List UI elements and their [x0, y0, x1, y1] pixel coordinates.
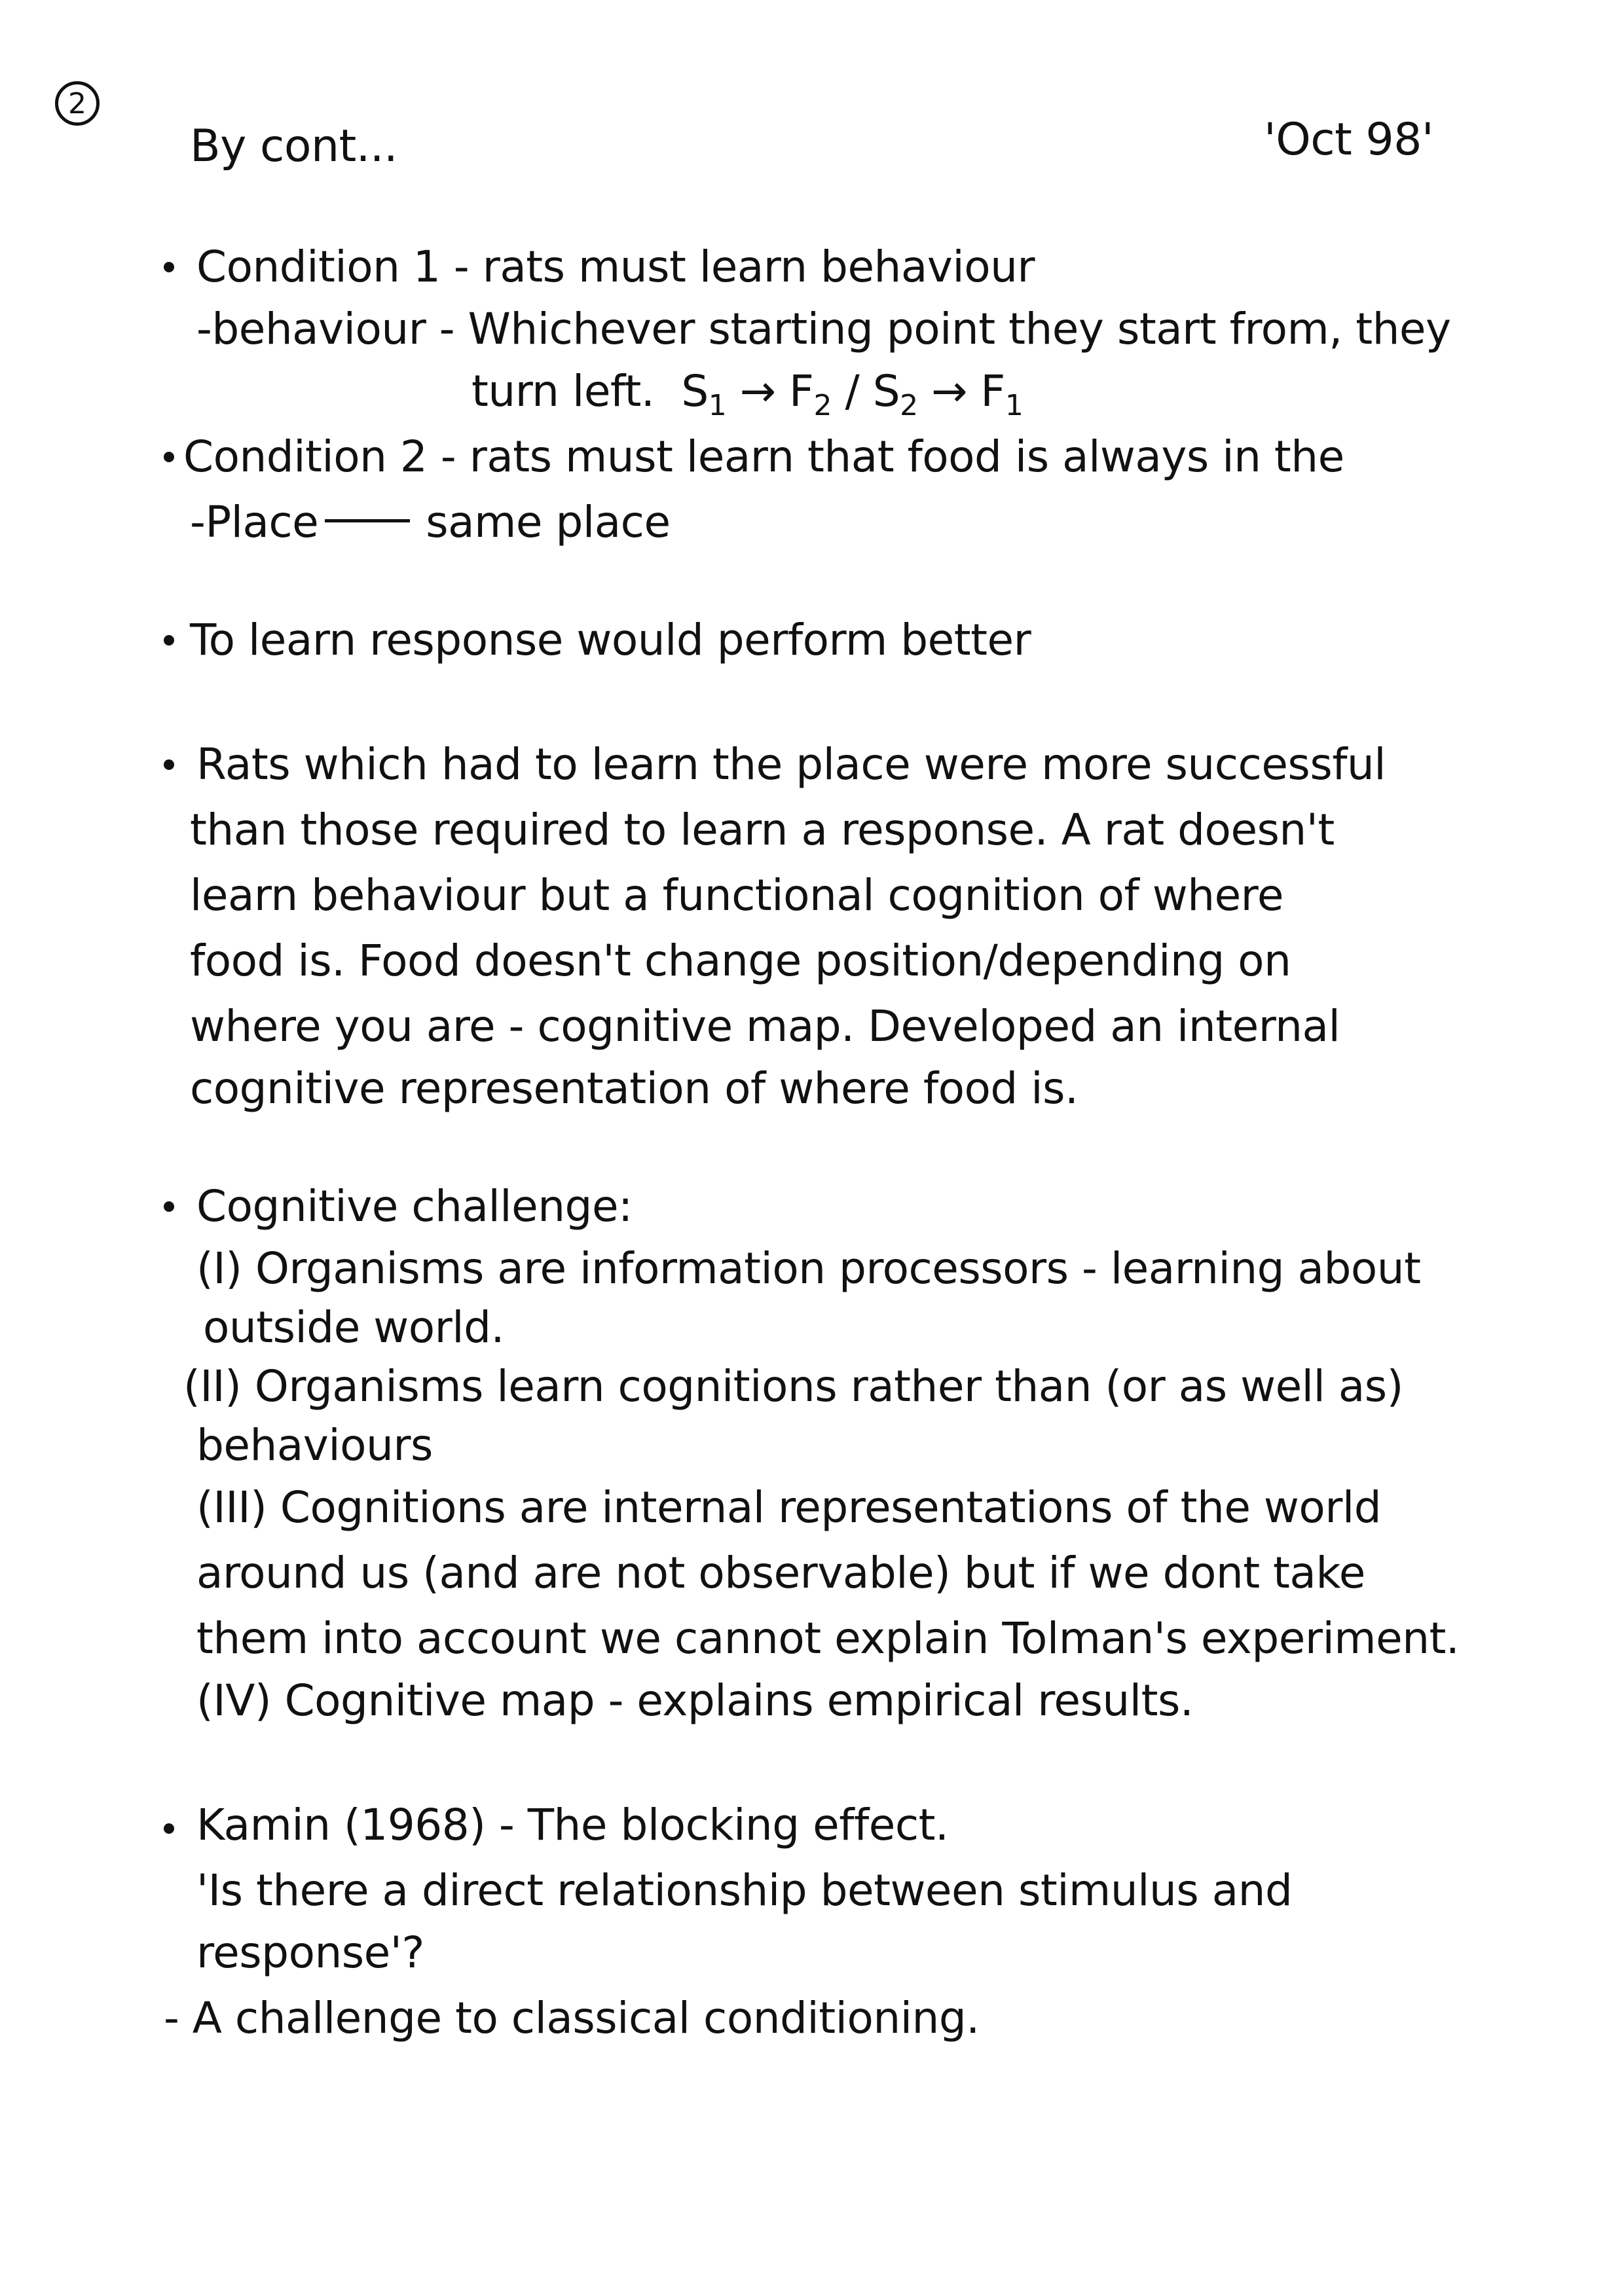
rats-line: cognitive representation of where food is.	[190, 1063, 1079, 1114]
kamin-line4: - A challenge to classical conditioning.	[164, 1993, 980, 2043]
bullet-dot	[164, 635, 174, 646]
same-place-text: same place	[426, 497, 671, 547]
response-line: To learn response would perform better	[190, 615, 1031, 665]
kamin-line2: 'Is there a direct relationship between stimulus and	[196, 1865, 1293, 1916]
cognitive-line: outside world.	[203, 1302, 504, 1353]
rats-line: than those required to learn a response. A rat doesn't	[190, 805, 1335, 855]
s1-symbol: S	[681, 366, 709, 416]
arrow-icon: →	[931, 366, 967, 416]
place-label: -Place	[190, 497, 319, 547]
header-date: 'Oct 98'	[1264, 114, 1434, 166]
f1-subscript: 1	[1005, 389, 1024, 422]
cognitive-line: (I) Organisms are information processors - learning about	[196, 1243, 1421, 1294]
cognitive-line: (III) Cognitions are internal representations of the world	[196, 1482, 1382, 1533]
cognitive-line: behaviours	[196, 1420, 433, 1470]
s1-subscript: 1	[708, 389, 727, 422]
slash-separator: /	[845, 366, 860, 416]
condition1-line2: -behaviour - Whichever starting point they start from, they	[196, 304, 1451, 354]
cognitive-line: around us (and are not observable) but if we dont take	[196, 1548, 1365, 1598]
f2-subscript: 2	[813, 389, 832, 422]
s2-symbol: S	[872, 366, 900, 416]
bullet-dot	[164, 759, 174, 770]
rats-line: where you are - cognitive map. Developed an internal	[190, 1001, 1340, 1051]
bullet-dot	[164, 452, 174, 462]
rats-line: Rats which had to learn the place were more successful	[196, 739, 1386, 790]
page-number-circle	[55, 81, 100, 126]
kamin-line3: response'?	[196, 1927, 424, 1978]
cognitive-line: (II) Organisms learn cognitions rather than (or as well as)	[183, 1361, 1403, 1412]
kamin-line1: Kamin (1968) - The blocking effect.	[196, 1800, 949, 1850]
header-left-text: By cont...	[190, 120, 398, 172]
condition2-line1: Condition 2 - rats must learn that food is always in the	[183, 431, 1344, 482]
page-number: 2	[68, 86, 86, 120]
rats-line: food is. Food doesn't change position/depending on	[190, 936, 1291, 986]
condition1-line1: Condition 1 - rats must learn behaviour	[196, 242, 1035, 292]
arrow-icon: →	[739, 366, 776, 416]
rats-line: learn behaviour but a functional cognition of where	[190, 870, 1283, 920]
cognitive-heading: Cognitive challenge:	[196, 1181, 633, 1231]
condition1-turn-left: turn left.	[471, 366, 655, 416]
cognitive-line: them into account we cannot explain Tolman's experiment.	[196, 1613, 1460, 1664]
f2-symbol: F	[789, 366, 814, 416]
bullet-dot	[164, 1201, 174, 1212]
condition2-line2	[190, 497, 671, 547]
condition1-line3	[471, 366, 1024, 422]
cognitive-line: (IV) Cognitive map - explains empirical results.	[196, 1675, 1194, 1726]
dash-line	[325, 519, 410, 522]
bullet-dot	[164, 1823, 174, 1834]
s2-subscript: 2	[900, 389, 918, 422]
bullet-dot	[164, 262, 174, 272]
f1-symbol: F	[980, 366, 1005, 416]
